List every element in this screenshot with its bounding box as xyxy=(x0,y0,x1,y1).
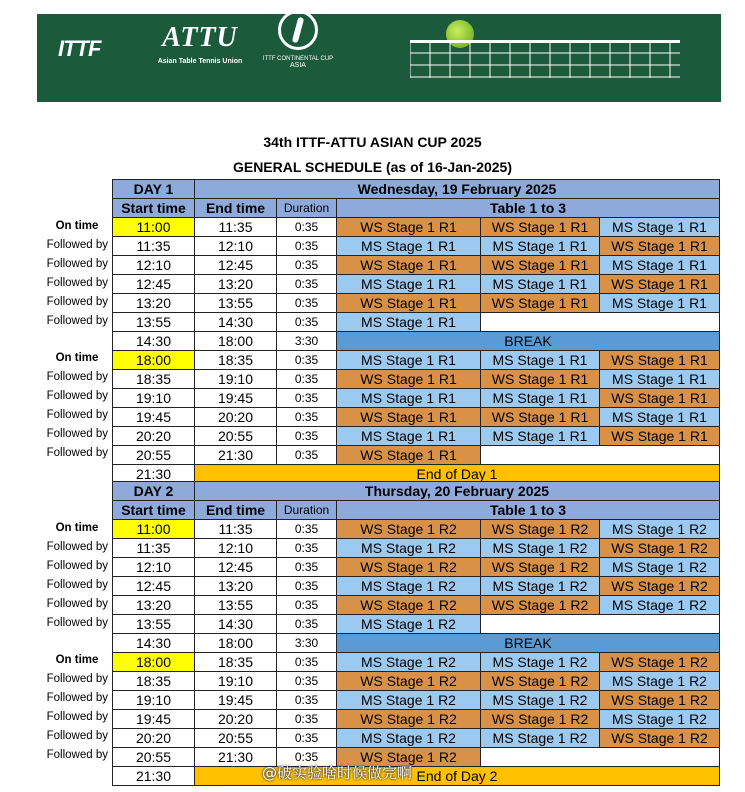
cup-line1: ITTF CONTINENTAL CUP xyxy=(262,56,334,62)
end-time-header: End time xyxy=(195,199,277,218)
start-time: 11:00 xyxy=(113,520,195,539)
end-time: 12:10 xyxy=(195,237,277,256)
table-row xyxy=(113,710,720,729)
table3-match: WS Stage 1 R2 xyxy=(600,653,720,672)
end-time-header: End time xyxy=(195,501,277,520)
start-time: 18:35 xyxy=(113,672,195,691)
table1-match: WS Stage 1 R2 xyxy=(337,710,481,729)
start-time: 13:20 xyxy=(113,596,195,615)
end-time: 18:35 xyxy=(195,653,277,672)
row-label: On time xyxy=(55,522,99,534)
table1-match: WS Stage 1 R2 xyxy=(337,596,481,615)
duration: 0:35 xyxy=(277,748,337,767)
table1-match: WS Stage 1 R1 xyxy=(337,256,481,275)
row-label: Followed by xyxy=(46,598,108,610)
duration: 0:35 xyxy=(277,294,337,313)
row-label: Followed by xyxy=(46,371,108,383)
tables-header: Table 1 to 3 xyxy=(337,199,720,218)
table2-match: MS Stage 1 R2 xyxy=(481,539,600,558)
start-time: 13:55 xyxy=(113,313,195,332)
row-label: Followed by xyxy=(46,315,108,327)
start-time-header: Start time xyxy=(113,199,195,218)
start-time: 11:00 xyxy=(113,218,195,237)
duration: 0:35 xyxy=(277,558,337,577)
duration: 0:35 xyxy=(277,218,337,237)
day-date: Wednesday, 19 February 2025 xyxy=(195,180,720,199)
end-time: 13:20 xyxy=(195,577,277,596)
table2-match: MS Stage 1 R1 xyxy=(481,389,600,408)
day1-schedule-table xyxy=(112,179,720,484)
start-time: 21:30 xyxy=(113,465,195,484)
break-label: BREAK xyxy=(337,332,720,351)
row-label: Followed by xyxy=(46,749,108,761)
attu-logo-text: ATTU xyxy=(162,22,238,53)
table3-match: WS Stage 1 R1 xyxy=(600,351,720,370)
duration-header: Duration xyxy=(277,199,337,218)
table1-match: WS Stage 1 R1 xyxy=(337,408,481,427)
table3-match: WS Stage 1 R2 xyxy=(600,729,720,748)
row-label: Followed by xyxy=(46,711,108,723)
duration: 0:35 xyxy=(277,446,337,465)
table1-match: WS Stage 1 R1 xyxy=(337,294,481,313)
row-label: Followed by xyxy=(46,258,108,270)
table1-match: WS Stage 1 R1 xyxy=(337,370,481,389)
end-time: 12:10 xyxy=(195,539,277,558)
end-time: 14:30 xyxy=(195,615,277,634)
start-time: 12:10 xyxy=(113,256,195,275)
table-tennis-net-icon xyxy=(410,40,680,78)
start-time-header: Start time xyxy=(113,501,195,520)
table2-match: WS Stage 1 R1 xyxy=(481,294,600,313)
table1-match: MS Stage 1 R1 xyxy=(337,351,481,370)
table-row xyxy=(113,558,720,577)
start-time: 20:20 xyxy=(113,729,195,748)
end-time: 18:00 xyxy=(195,332,277,351)
start-time: 11:35 xyxy=(113,237,195,256)
table-row xyxy=(113,256,720,275)
end-time: 20:55 xyxy=(195,729,277,748)
table3-match: MS Stage 1 R1 xyxy=(600,370,720,389)
start-time: 12:10 xyxy=(113,558,195,577)
table2-match: MS Stage 1 R1 xyxy=(481,351,600,370)
row-label: Followed by xyxy=(46,277,108,289)
table1-match: WS Stage 1 R2 xyxy=(337,558,481,577)
table1-match: MS Stage 1 R2 xyxy=(337,691,481,710)
start-time: 19:10 xyxy=(113,691,195,710)
table1-match: MS Stage 1 R1 xyxy=(337,389,481,408)
table1-match: WS Stage 1 R1 xyxy=(337,446,481,465)
table1-match: MS Stage 1 R2 xyxy=(337,577,481,596)
end-of-day-row xyxy=(113,767,720,786)
start-time: 18:00 xyxy=(113,351,195,370)
column-header-row xyxy=(113,501,720,520)
table2-match: WS Stage 1 R2 xyxy=(481,520,600,539)
row-label: Followed by xyxy=(46,579,108,591)
table-row xyxy=(113,748,720,767)
table-row xyxy=(113,351,720,370)
duration: 0:35 xyxy=(277,729,337,748)
continental-cup-logo xyxy=(258,10,338,69)
table-row xyxy=(113,653,720,672)
table-row xyxy=(113,389,720,408)
end-time: 19:10 xyxy=(195,672,277,691)
row-label: Followed by xyxy=(46,239,108,251)
end-time: 20:20 xyxy=(195,710,277,729)
day-label: DAY 1 xyxy=(113,180,195,199)
duration-header: Duration xyxy=(277,501,337,520)
table2-match: MS Stage 1 R1 xyxy=(481,237,600,256)
watermark: @破实验啥时候做完啊 xyxy=(262,764,413,782)
table2-match: MS Stage 1 R1 xyxy=(481,427,600,446)
table2-match: WS Stage 1 R1 xyxy=(481,370,600,389)
duration: 0:35 xyxy=(277,427,337,446)
end-time: 12:45 xyxy=(195,256,277,275)
duration: 0:35 xyxy=(277,653,337,672)
end-of-day-label: End of Day 1 xyxy=(195,465,720,484)
column-header-row xyxy=(113,199,720,218)
table-row xyxy=(113,520,720,539)
row-label: Followed by xyxy=(46,730,108,742)
table-row xyxy=(113,729,720,748)
table1-match: MS Stage 1 R1 xyxy=(337,427,481,446)
table3-match: MS Stage 1 R1 xyxy=(600,408,720,427)
table-row xyxy=(113,313,720,332)
page-title: 34th ITTF-ATTU ASIAN CUP 2025 xyxy=(263,134,482,150)
start-time: 12:45 xyxy=(113,275,195,294)
end-time: 14:30 xyxy=(195,313,277,332)
start-time: 19:45 xyxy=(113,710,195,729)
duration: 0:35 xyxy=(277,596,337,615)
table1-match: MS Stage 1 R1 xyxy=(337,275,481,294)
end-time: 20:20 xyxy=(195,408,277,427)
table1-match: MS Stage 1 R1 xyxy=(337,237,481,256)
row-label: Followed by xyxy=(46,296,108,308)
break-row xyxy=(113,332,720,351)
table2-match: MS Stage 1 R2 xyxy=(481,729,600,748)
end-time: 19:45 xyxy=(195,389,277,408)
table-row xyxy=(113,596,720,615)
ittf-logo: ITTF xyxy=(58,36,101,61)
table2-match: WS Stage 1 R2 xyxy=(481,710,600,729)
table3-match: WS Stage 1 R1 xyxy=(600,389,720,408)
table-row xyxy=(113,615,720,634)
table-row xyxy=(113,408,720,427)
duration: 3:30 xyxy=(277,332,337,351)
row-label: On time xyxy=(55,220,99,232)
duration: 0:35 xyxy=(277,351,337,370)
table3-match: MS Stage 1 R2 xyxy=(600,672,720,691)
table-row xyxy=(113,218,720,237)
duration: 0:35 xyxy=(277,408,337,427)
table-row xyxy=(113,294,720,313)
table2-match: WS Stage 1 R1 xyxy=(481,256,600,275)
duration: 3:30 xyxy=(277,634,337,653)
day2-schedule-table xyxy=(112,481,720,786)
end-time: 13:55 xyxy=(195,596,277,615)
end-time: 13:20 xyxy=(195,275,277,294)
table3-match: MS Stage 1 R1 xyxy=(600,256,720,275)
duration: 0:35 xyxy=(277,577,337,596)
attu-subtitle: Asian Table Tennis Union xyxy=(157,58,243,65)
start-time: 21:30 xyxy=(113,767,195,786)
row-label: Followed by xyxy=(46,617,108,629)
row-label: Followed by xyxy=(46,541,108,553)
table1-match: MS Stage 1 R2 xyxy=(337,615,481,634)
start-time: 18:00 xyxy=(113,653,195,672)
table-row xyxy=(113,446,720,465)
table1-match: MS Stage 1 R2 xyxy=(337,539,481,558)
start-time: 20:55 xyxy=(113,748,195,767)
attu-logo xyxy=(140,22,260,65)
table2-match: WS Stage 1 R1 xyxy=(481,218,600,237)
table-row xyxy=(113,275,720,294)
table1-match: WS Stage 1 R2 xyxy=(337,748,481,767)
end-time: 11:35 xyxy=(195,520,277,539)
end-time: 21:30 xyxy=(195,446,277,465)
table1-match: WS Stage 1 R1 xyxy=(337,218,481,237)
end-time: 18:00 xyxy=(195,634,277,653)
start-time: 19:10 xyxy=(113,389,195,408)
table3-match: MS Stage 1 R2 xyxy=(600,558,720,577)
duration: 0:35 xyxy=(277,691,337,710)
end-time: 21:30 xyxy=(195,748,277,767)
row-label: On time xyxy=(55,352,99,364)
table3-match: MS Stage 1 R1 xyxy=(600,294,720,313)
duration: 0:35 xyxy=(277,237,337,256)
table-row xyxy=(113,577,720,596)
table-row xyxy=(113,539,720,558)
table2-match: WS Stage 1 R2 xyxy=(481,558,600,577)
table1-match: WS Stage 1 R2 xyxy=(337,520,481,539)
day-label: DAY 2 xyxy=(113,482,195,501)
start-time: 20:20 xyxy=(113,427,195,446)
table-row xyxy=(113,427,720,446)
end-time: 20:55 xyxy=(195,427,277,446)
page-subtitle: GENERAL SCHEDULE (as of 16-Jan-2025) xyxy=(232,159,513,175)
end-time: 13:55 xyxy=(195,294,277,313)
table2-match: MS Stage 1 R1 xyxy=(481,275,600,294)
start-time: 14:30 xyxy=(113,634,195,653)
tables-header: Table 1 to 3 xyxy=(337,501,720,520)
break-label: BREAK xyxy=(337,634,720,653)
empty-cell xyxy=(481,446,720,465)
end-time: 19:10 xyxy=(195,370,277,389)
table-row xyxy=(113,370,720,389)
table2-match: MS Stage 1 R2 xyxy=(481,653,600,672)
row-label: Followed by xyxy=(46,560,108,572)
start-time: 13:20 xyxy=(113,294,195,313)
table3-match: MS Stage 1 R2 xyxy=(600,710,720,729)
cup-emblem-icon xyxy=(278,10,318,50)
duration: 0:35 xyxy=(277,710,337,729)
duration: 0:35 xyxy=(277,539,337,558)
table3-match: MS Stage 1 R2 xyxy=(600,596,720,615)
duration: 0:35 xyxy=(277,256,337,275)
table1-match: MS Stage 1 R2 xyxy=(337,653,481,672)
table2-match: WS Stage 1 R2 xyxy=(481,672,600,691)
end-time: 19:45 xyxy=(195,691,277,710)
table-row xyxy=(113,691,720,710)
duration: 0:35 xyxy=(277,313,337,332)
day-header-row xyxy=(113,482,720,501)
start-time: 12:45 xyxy=(113,577,195,596)
table1-match: WS Stage 1 R2 xyxy=(337,672,481,691)
table-row xyxy=(113,672,720,691)
table-row xyxy=(113,237,720,256)
cup-line2: ASIA xyxy=(290,62,306,69)
row-label: On time xyxy=(55,654,99,666)
table3-match: MS Stage 1 R2 xyxy=(600,520,720,539)
table3-match: MS Stage 1 R1 xyxy=(600,218,720,237)
row-label: Followed by xyxy=(46,447,108,459)
start-time: 19:45 xyxy=(113,408,195,427)
row-label: Followed by xyxy=(46,409,108,421)
table3-match: WS Stage 1 R2 xyxy=(600,539,720,558)
break-row xyxy=(113,634,720,653)
row-label: Followed by xyxy=(46,673,108,685)
start-time: 13:55 xyxy=(113,615,195,634)
table3-match: WS Stage 1 R2 xyxy=(600,691,720,710)
empty-cell xyxy=(481,615,720,634)
start-time: 20:55 xyxy=(113,446,195,465)
table3-match: WS Stage 1 R1 xyxy=(600,237,720,256)
row-label: Followed by xyxy=(46,428,108,440)
day-header-row xyxy=(113,180,720,199)
table3-match: WS Stage 1 R1 xyxy=(600,275,720,294)
end-time: 12:45 xyxy=(195,558,277,577)
duration: 0:35 xyxy=(277,370,337,389)
empty-cell xyxy=(481,313,720,332)
end-time: 11:35 xyxy=(195,218,277,237)
table1-match: MS Stage 1 R2 xyxy=(337,729,481,748)
table2-match: WS Stage 1 R2 xyxy=(481,596,600,615)
table3-match: WS Stage 1 R1 xyxy=(600,427,720,446)
end-time: 18:35 xyxy=(195,351,277,370)
duration: 0:35 xyxy=(277,275,337,294)
start-time: 18:35 xyxy=(113,370,195,389)
row-label: Followed by xyxy=(46,390,108,402)
duration: 0:35 xyxy=(277,615,337,634)
row-label: Followed by xyxy=(46,692,108,704)
table1-match: MS Stage 1 R1 xyxy=(337,313,481,332)
duration: 0:35 xyxy=(277,672,337,691)
table2-match: MS Stage 1 R2 xyxy=(481,691,600,710)
day-date: Thursday, 20 February 2025 xyxy=(195,482,720,501)
table2-match: MS Stage 1 R2 xyxy=(481,577,600,596)
duration: 0:35 xyxy=(277,520,337,539)
start-time: 11:35 xyxy=(113,539,195,558)
start-time: 14:30 xyxy=(113,332,195,351)
table2-match: WS Stage 1 R1 xyxy=(481,408,600,427)
duration: 0:35 xyxy=(277,389,337,408)
table3-match: WS Stage 1 R2 xyxy=(600,577,720,596)
empty-cell xyxy=(481,748,720,767)
end-of-day-label: End of Day 2 xyxy=(195,767,720,786)
